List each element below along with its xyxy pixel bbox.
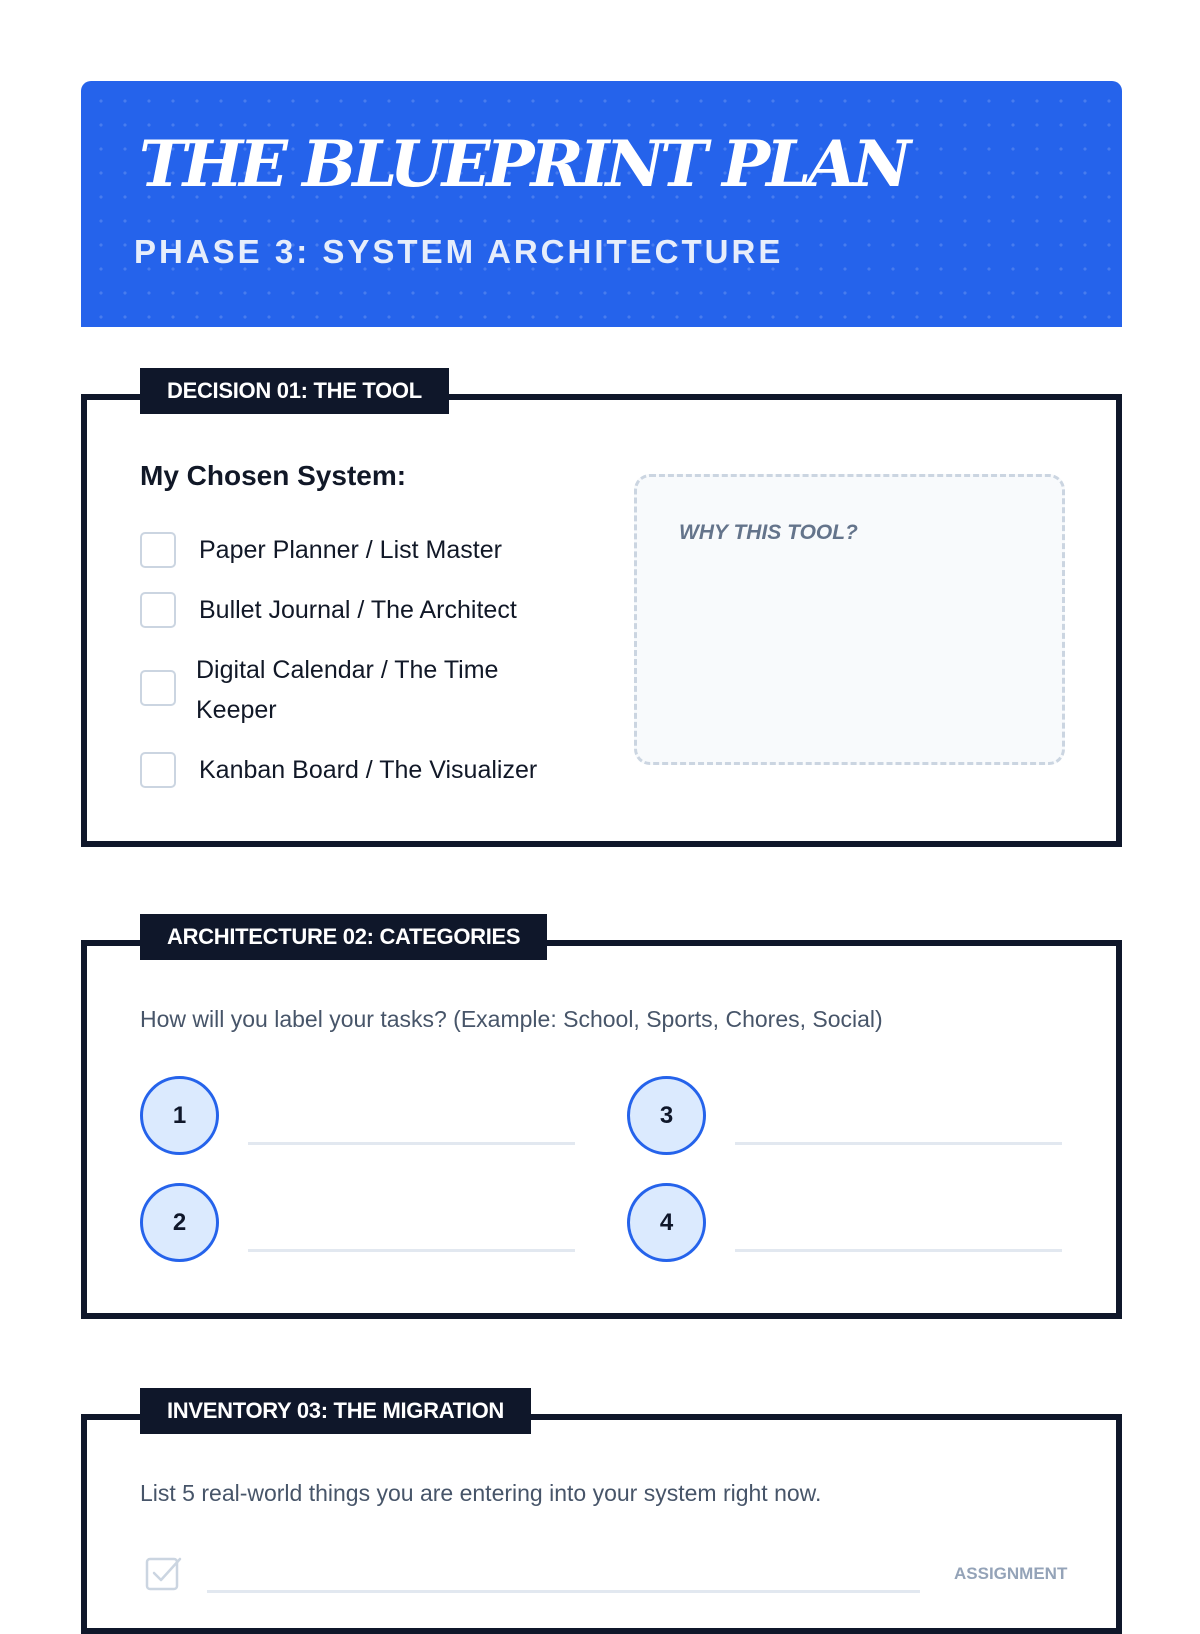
option-checkbox[interactable] — [140, 592, 176, 628]
chosen-system-heading: My Chosen System: — [140, 460, 407, 491]
category-number-badge: 4 — [627, 1183, 706, 1262]
decision-section — [81, 378, 1122, 847]
category-number-badge: 1 — [140, 1076, 219, 1155]
option-label: Bullet Journal / The Architect — [199, 596, 517, 624]
option-label: Paper Planner / List Master — [199, 536, 502, 564]
page-subtitle: PHASE 3: SYSTEM ARCHITECTURE — [134, 233, 784, 270]
option-label: Kanban Board / The Visualizer — [199, 756, 538, 784]
categories-tab-label: ARCHITECTURE 02: CATEGORIES — [140, 914, 547, 960]
checkbox-check-icon[interactable] — [145, 1554, 183, 1592]
category-4-input-line[interactable] — [735, 1249, 1062, 1252]
category-number-badge: 3 — [627, 1076, 706, 1155]
assignment-label: ASSIGNMENT — [954, 1564, 1068, 1583]
category-3-input-line[interactable] — [735, 1142, 1062, 1145]
why-this-tool-label: WHY THIS TOOL? — [679, 521, 858, 544]
option-label: Digital Calendar / The Time Keeper — [196, 656, 499, 724]
categories-prompt: How will you label your tasks? (Example: School, Sports, Chores, Social) — [140, 1006, 883, 1032]
migration-item-input-line[interactable] — [207, 1590, 920, 1593]
category-number-badge: 2 — [140, 1183, 219, 1262]
categories-section — [81, 924, 1122, 1319]
page-header — [81, 81, 1122, 327]
migration-section — [81, 1398, 1122, 1634]
option-checkbox[interactable] — [140, 752, 176, 788]
decision-tab-label: DECISION 01: THE TOOL — [140, 368, 449, 414]
why-this-tool-box[interactable] — [634, 474, 1065, 765]
migration-tab-label: INVENTORY 03: THE MIGRATION — [140, 1388, 531, 1434]
category-2-input-line[interactable] — [248, 1249, 575, 1252]
migration-prompt: List 5 real-world things you are entering into your system right now. — [140, 1480, 822, 1506]
option-checkbox[interactable] — [140, 670, 176, 706]
option-checkbox[interactable] — [140, 532, 176, 568]
page-title: THE BLUEPRINT PLAN — [139, 127, 908, 202]
category-1-input-line[interactable] — [248, 1142, 575, 1145]
